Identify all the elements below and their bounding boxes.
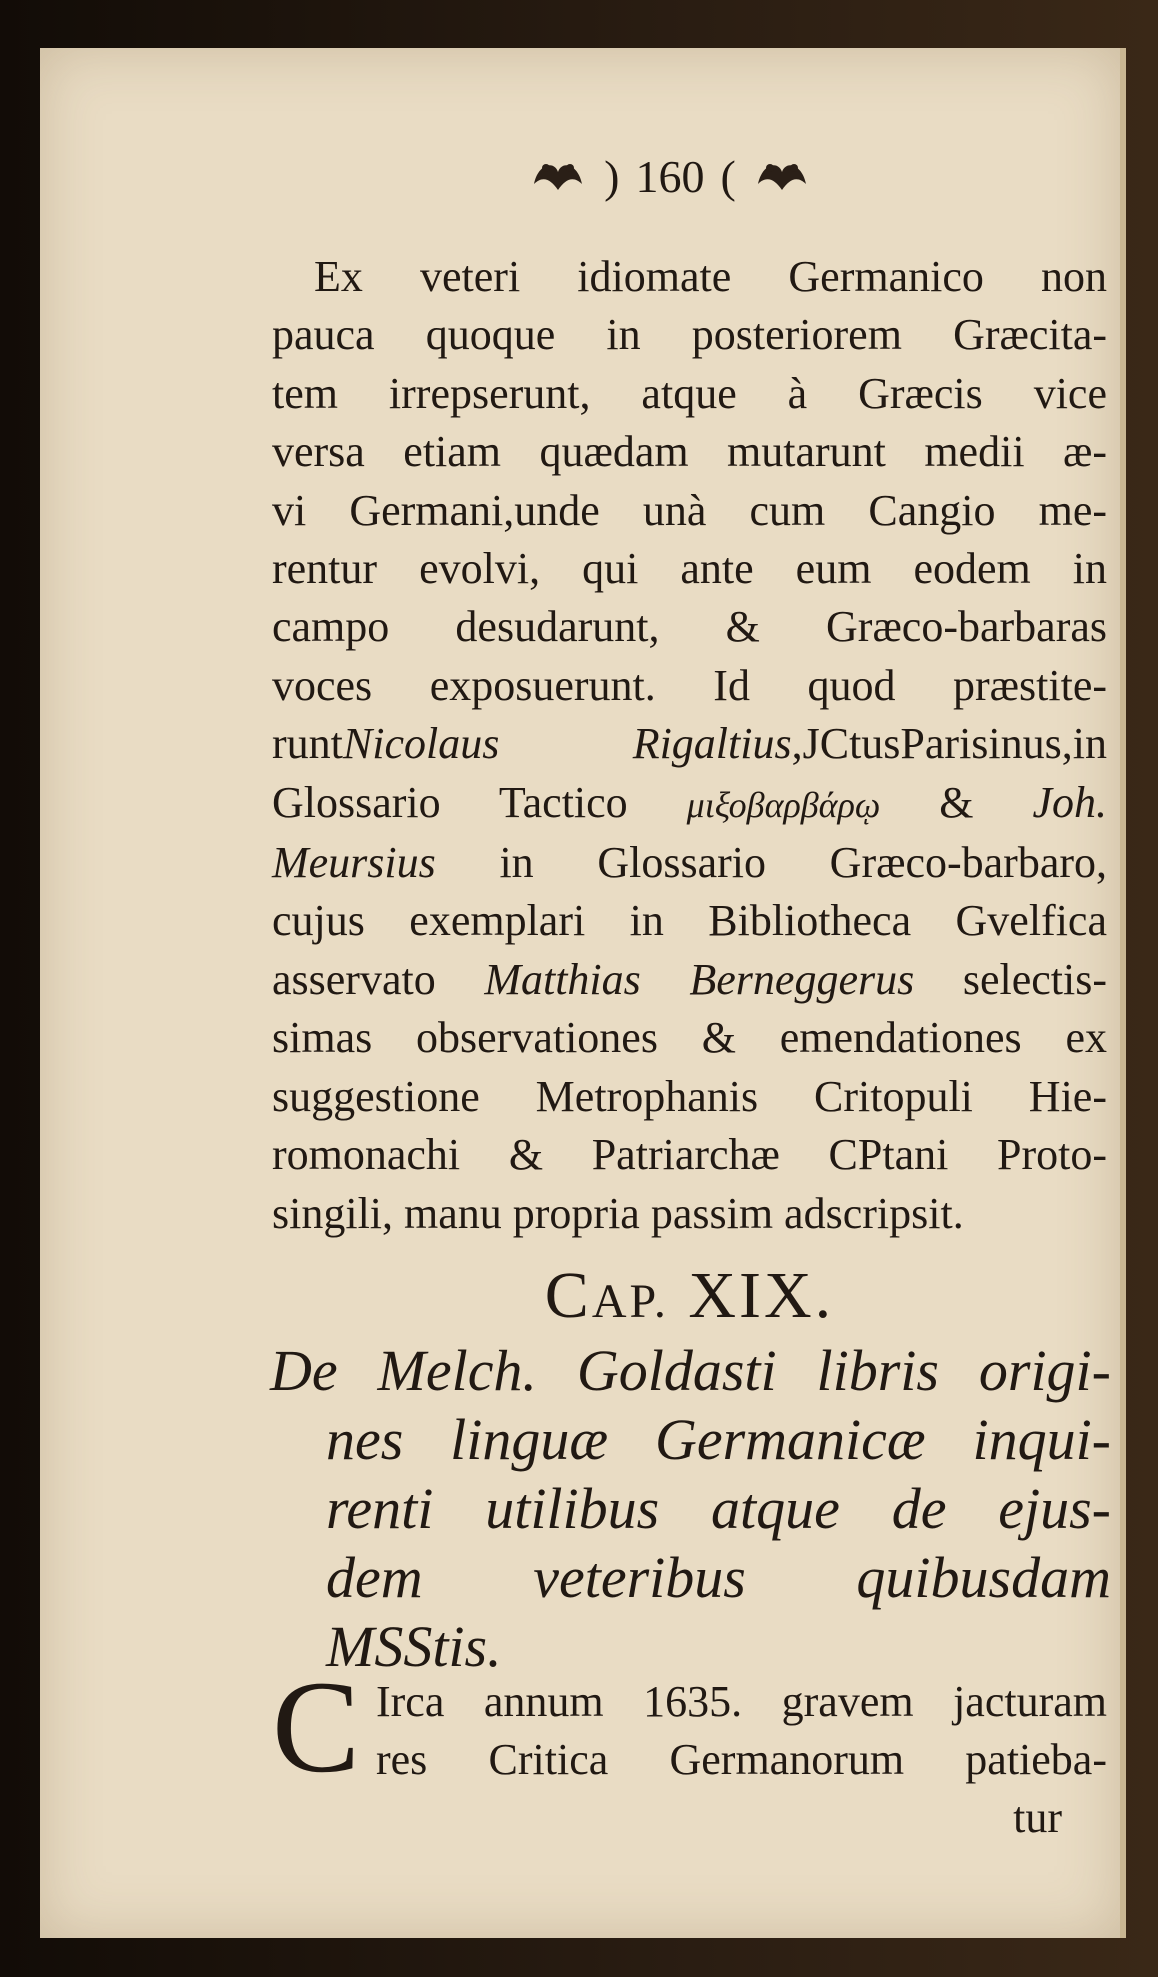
title-line: dem veteribus quibusdam [326, 1545, 1111, 1610]
chapter-cap-initial: C [544, 1259, 592, 1332]
author-name-meursius: Meursius [272, 838, 436, 888]
chapter-heading [272, 1258, 1107, 1334]
text-line: rentur evolvi, qui ante eum eodem in [272, 544, 1107, 594]
text-line: versa etiam quædam mutarunt medii æ- [272, 427, 1107, 477]
line-text: ,JCtusParisinus,in [791, 719, 1107, 769]
text-line: suggestione Metrophanis Critopuli Hie- [272, 1071, 1107, 1121]
text-line: tem irrepserunt, atque à Græcis vice [272, 368, 1107, 418]
main-paragraph [272, 248, 1107, 1243]
greek-word: μιξοβαρβάρῳ [686, 784, 881, 825]
text-line: res Critica Germanorum patieba- [376, 1735, 1107, 1784]
text-line [272, 951, 1107, 1009]
text-line: campo desudarunt, & Græco-barbaras [272, 602, 1107, 652]
fleuron-right-icon [752, 154, 812, 198]
drop-cap: C [272, 1653, 361, 1800]
text-line: simas observationes & emendationes ex [272, 1013, 1107, 1063]
catchword: tur [1013, 1793, 1062, 1842]
chapter-title [270, 1336, 1111, 1681]
author-name-joh: Joh. [1032, 777, 1107, 827]
fleuron-left-icon [528, 154, 588, 198]
header-bracket-right: ( [720, 150, 736, 202]
header-bracket-left: ) [604, 150, 620, 202]
book-page [40, 48, 1126, 1938]
title-line: MSStis. [326, 1614, 502, 1679]
text-line: romonachi & Patriarchæ CPtani Proto- [272, 1130, 1107, 1180]
chapter-cap-rest: AP. [591, 1275, 669, 1328]
line-text: selectis- [914, 954, 1107, 1004]
author-name-berneggerus: Matthias Berneggerus [484, 954, 915, 1004]
author-name-rigaltius: Nicolaus Rigaltius [342, 719, 792, 769]
line-text: asservato [272, 954, 485, 1004]
line-text: runt [272, 719, 343, 769]
text-line: voces exposuerunt. Id quod præstite- [272, 660, 1107, 710]
chapter-numeral: XIX. [688, 1259, 835, 1332]
text-line: Ex veteri idiomate Germanico non [314, 252, 1107, 301]
text-line: vi Germani,unde unà cum Cangio me- [272, 485, 1107, 535]
opening-paragraph [272, 1653, 1107, 1800]
text-line: cujus exemplari in Bibliotheca Gvelfica [272, 896, 1107, 946]
title-line: renti utilibus atque de ejus- [326, 1476, 1111, 1541]
running-header [460, 136, 880, 216]
line-text: Glossario Tactico [272, 777, 687, 827]
text-line [272, 774, 1107, 834]
line-text: & [880, 777, 1033, 827]
title-line: De Melch. Goldasti libris origi- [270, 1338, 1111, 1403]
text-line: pauca quoque in posteriorem Græcita- [272, 310, 1107, 360]
text-line: Irca annum 1635. gravem jacturam [376, 1677, 1107, 1726]
text-line: singili, manu propria passim adscripsit. [272, 1188, 964, 1238]
page-number: 160 [635, 150, 705, 202]
text-line [272, 715, 1107, 773]
text-line [272, 834, 1107, 892]
line-text: in Glossario Græco-barbaro, [435, 838, 1107, 888]
title-line: nes linguæ Germanicæ inqui- [326, 1407, 1111, 1472]
